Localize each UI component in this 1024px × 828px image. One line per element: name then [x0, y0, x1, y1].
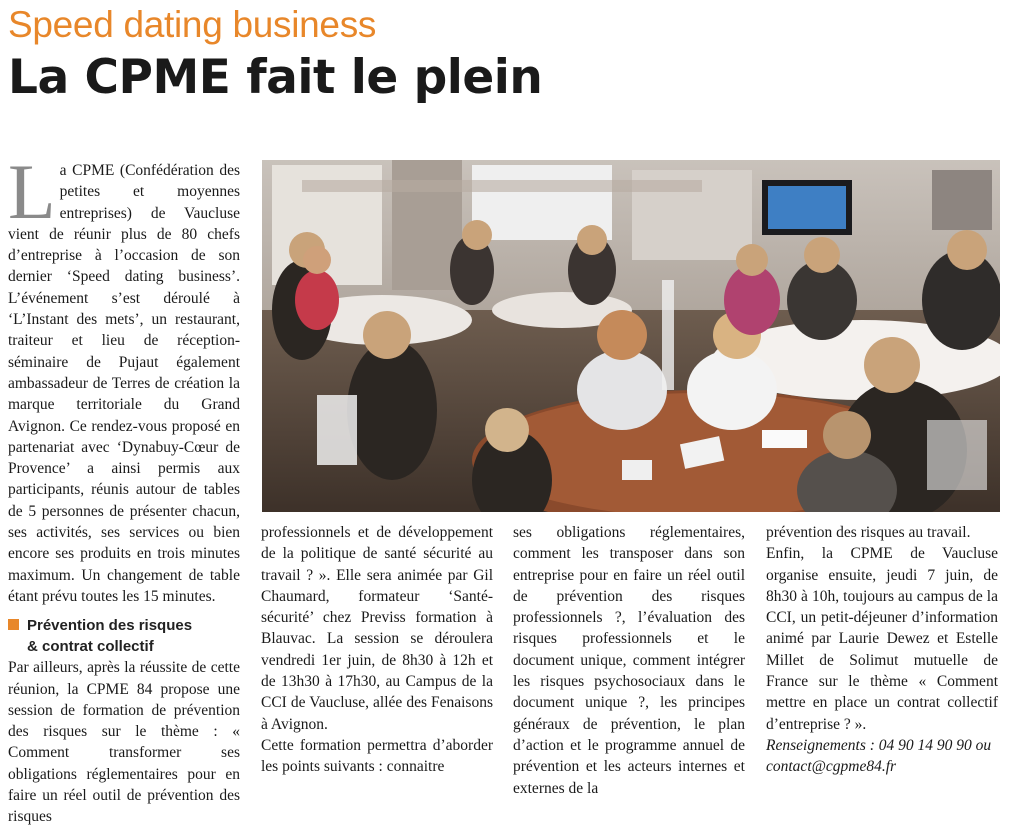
event-photo — [262, 160, 1000, 512]
subhead-line-2: & contrat collectif — [27, 638, 154, 656]
col4-paragraph-1: prévention des risques au travail. — [766, 524, 971, 541]
drop-cap: L — [8, 148, 56, 235]
contact-label: Renseignements : 04 90 14 90 90 ou — [766, 736, 992, 754]
article-column-3 — [513, 522, 745, 799]
col1-body: Par ailleurs, après la réussite de cette réunion, la CPME 84 propose une session de formation de prévention des risques sur le thème : « Comment transformer ses obligations réglementaires pour en faire un réel outil de prévention des risques — [8, 659, 240, 826]
col2-paragraph-2: Cette formation permettra d’aborder les points suivants : connaitre — [261, 736, 493, 776]
article-kicker: Speed dating business — [8, 4, 377, 45]
subhead-line-1: Prévention des risques — [27, 617, 193, 635]
intro-paragraph — [8, 148, 240, 607]
article-column-4 — [766, 522, 998, 778]
speed-dating-photo-illustration — [262, 160, 1000, 512]
col3-body: ses obligations réglementaires, comment les transposer dans son entreprise pour en faire un réel outil de prévention des risques professionnels ?, l’évaluation des risques professionnels et le document unique, comment intégrer les risques psychosociaux dans le document unique ?, les principes généraux de prévention, le plan d’action et le programme annuel de prévention et les acteurs internes et externes de la — [513, 524, 745, 797]
col2-paragraph-1: professionnels et de développement de la politique de santé sécurité au travail ? ». Elle sera animée par Gil Chaumard, formateur ‘Santé-sécurité’ chez Previss formation à Blauvac. La session se déroulera vendredi 1er juin, de 8h30 à 12h et de 13h30 à 17h30, au Campus de la CCI de Vaucluse, allée des Fenaisons à Avignon. — [261, 524, 493, 733]
col4-paragraph-2: Enfin, la CPME de Vaucluse organise ensuite, jeudi 7 juin, de 8h30 à 10h, toujours au campus de la CCI, un petit-déjeuner d’information animé par Laurie Dewez et Estelle Millet de Solimut mutuelle de France sur le thème « Comment mettre en place un contrat collectif d’entreprise ? ». — [766, 545, 998, 733]
article-headline: La CPME fait le plein — [8, 50, 543, 105]
article-column-2 — [261, 522, 493, 778]
contact-email[interactable]: contact@cgpme84.fr — [766, 758, 897, 776]
contact-line — [766, 735, 998, 778]
intro-text: a CPME (Confédération des petites et moyennes entreprises) de Vaucluse vient de réunir plus de 80 chefs d’entreprise à l’occasion de son dernier ‘Speed dating business’. L’événement s’est déroulé à ‘L’Instant des mets’, un restaurant, traiteur et lieu de réception-séminaire de Pujaut également ambassadeur de Terres de création la marque territoriale du Grand Avignon. Ce rendez-vous proposé en partenariat avec ‘Dynabuy-Cœur de Provence’ a ainsi permis aux participants, réunis autour de tables de 5 personnes de présenter chacun, ses activités, ses services ou bien encore ses produits en trois minutes maximum. Un changement de table étant prévu toutes les 15 minutes. — [8, 162, 240, 605]
orange-square-icon — [8, 619, 19, 630]
article-column-1 — [8, 148, 240, 828]
section-subhead — [8, 615, 240, 657]
